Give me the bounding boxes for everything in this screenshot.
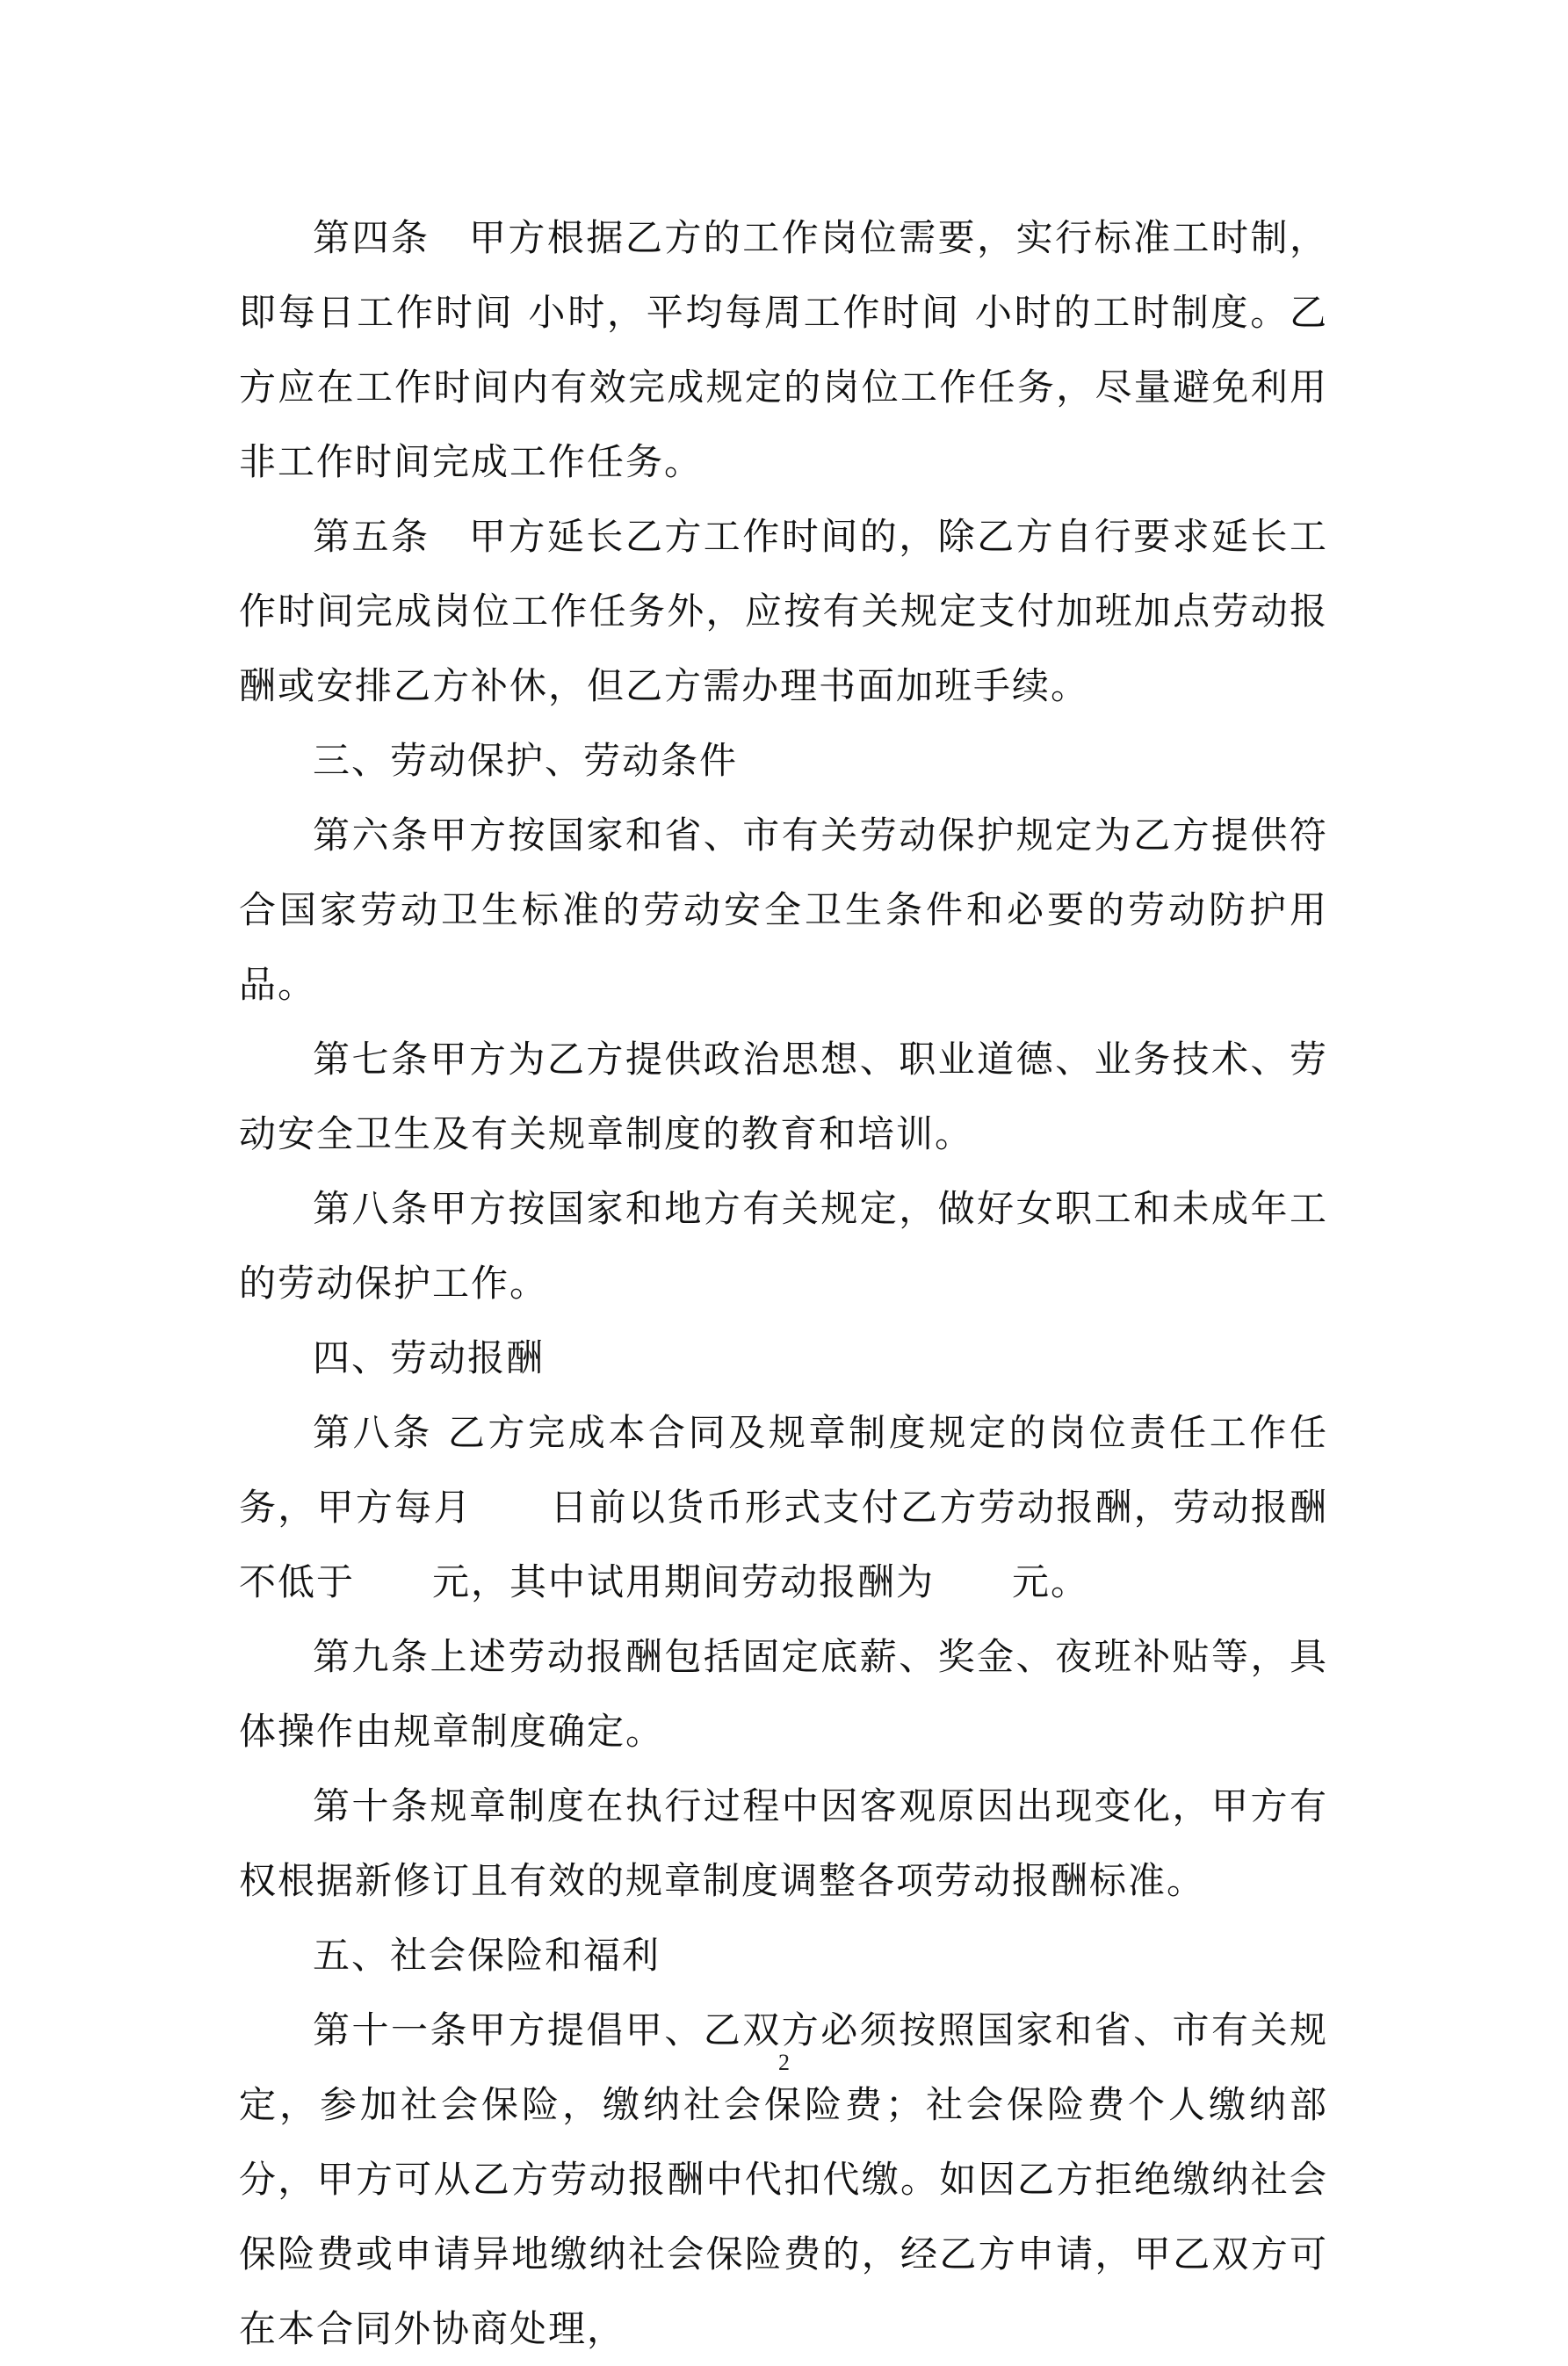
section-3-heading: 三、劳动保护、劳动条件: [313, 739, 739, 782]
article-11-paragraph: 第十一条甲方提倡甲、乙双方必须按照国家和省、市有关规定，参加社会保险，缴纳社会保险费；社会保险费个人缴纳部分，甲方可从乙方劳动报酬中代扣代缴。如因乙方拒绝缴纳社会保险费或申请异地缴纳社会保险费的，经乙方申请，甲乙双方可在本合同外协商处理，: [239, 2008, 1328, 2350]
section-5-heading: 五、社会保险和福利: [313, 1934, 661, 1977]
article-8b-paragraph: 第八条 乙方完成本合同及规章制度规定的岗位责任工作任务，甲方每月 日前以货币形式支付乙方劳动报酬，劳动报酬不低于 元，其中试用期间劳动报酬为 元。: [239, 1411, 1328, 1603]
article-8a-paragraph: 第八条甲方按国家和地方有关规定，做好女职工和未成年工的劳动保护工作。: [239, 1187, 1328, 1305]
article-4-paragraph: 第四条 甲方根据乙方的工作岗位需要，实行标准工时制，即每日工作时间 小时，平均每周工作时间 小时的工时制度。乙方应在工作时间内有效完成规定的岗位工作任务，尽量避免利用非工作时间完成工作任务。: [239, 216, 1328, 483]
article-10-paragraph: 第十条规章制度在执行过程中因客观原因出现变化，甲方有权根据新修订且有效的规章制度调整各项劳动报酬标准。: [239, 1784, 1328, 1902]
article-9-paragraph: 第九条上述劳动报酬包括固定底薪、奖金、夜班补贴等，具体操作由规章制度确定。: [239, 1635, 1328, 1753]
article-6-paragraph: 第六条甲方按国家和省、市有关劳动保护规定为乙方提供符合国家劳动卫生标准的劳动安全卫生条件和必要的劳动防护用品。: [239, 814, 1328, 1006]
section-4-heading: 四、劳动报酬: [313, 1336, 546, 1379]
page-number: 2: [778, 2050, 790, 2075]
article-5-paragraph: 第五条 甲方延长乙方工作时间的，除乙方自行要求延长工作时间完成岗位工作任务外，应按有关规定支付加班加点劳动报酬或安排乙方补休，但乙方需办理书面加班手续。: [239, 515, 1328, 707]
article-7-paragraph: 第七条甲方为乙方提供政治思想、职业道德、业务技术、劳动安全卫生及有关规章制度的教育和培训。: [239, 1038, 1328, 1155]
document-body: [239, 200, 1328, 2366]
